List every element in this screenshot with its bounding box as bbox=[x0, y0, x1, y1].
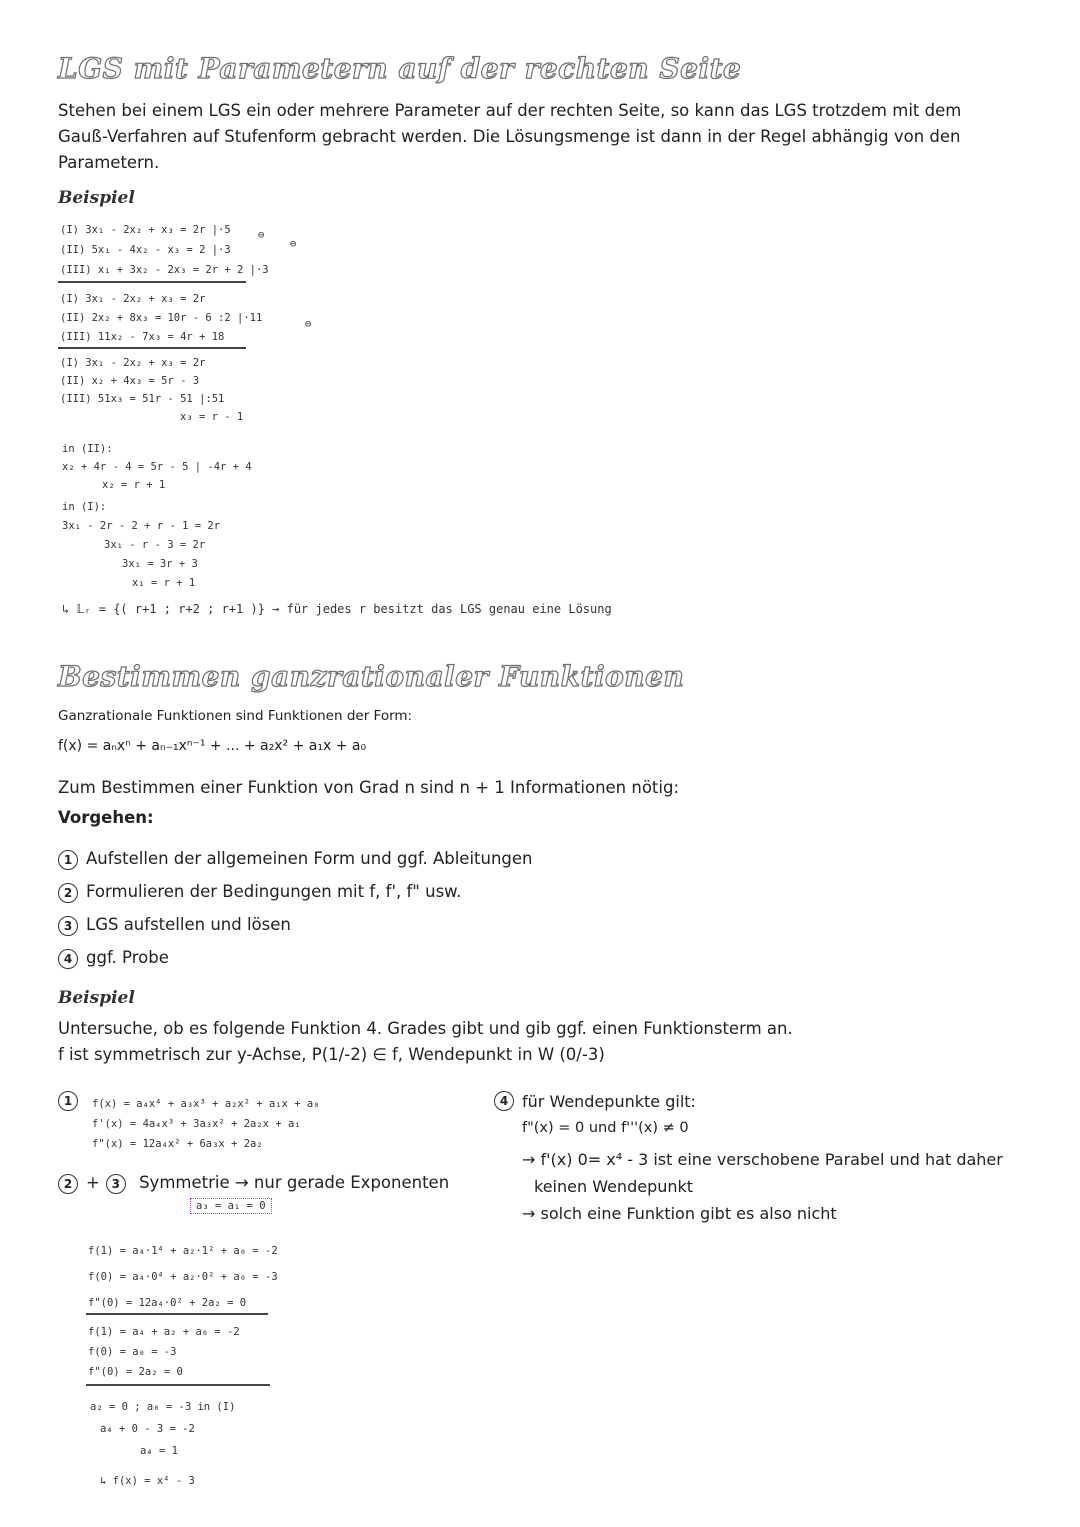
system3-row-3: (III) 51x₃ = 51r - 51 |:51 bbox=[60, 393, 225, 405]
system3-row-2: (II) x₂ + 4x₃ = 5r - 3 bbox=[60, 375, 200, 387]
solve-line-2: a₄ + 0 - 3 = -2 bbox=[100, 1423, 195, 1435]
f-second-derivative: f"(x) = 12a₄x² + 6a₃x + 2a₂ bbox=[92, 1138, 263, 1150]
lgs-system-2 bbox=[60, 290, 262, 347]
minus-operation-3: ⊖ bbox=[305, 318, 312, 330]
step-number-badge: 4 bbox=[494, 1091, 514, 1111]
x3-solution: x₃ = r - 1 bbox=[180, 411, 244, 423]
section1-intro bbox=[58, 98, 1048, 176]
probe-check bbox=[522, 1088, 1003, 1227]
procedure-step bbox=[58, 842, 533, 875]
sub1-line-3: 3x₁ = 3r + 3 bbox=[122, 558, 198, 570]
probe-line-5: → solch eine Funktion gibt es also nicht bbox=[522, 1204, 837, 1223]
probe-line-2: f"(x) = 0 und f'''(x) ≠ 0 bbox=[522, 1120, 689, 1136]
probe-line-1: für Wendepunkte gilt: bbox=[522, 1092, 696, 1111]
probe-line-3: → f'(x) 0= x⁴ - 3 ist eine verschobene Parabel und hat daher bbox=[522, 1150, 1003, 1169]
procedure-step bbox=[58, 941, 533, 974]
sub1-head: in (I): bbox=[62, 501, 107, 513]
step1-badge-wrap bbox=[58, 1090, 86, 1111]
lgs-row-1: f(1) = a₄ + a₂ + a₀ = -2 bbox=[88, 1326, 240, 1338]
coefficient-zero-box: a₃ = a₁ = 0 bbox=[190, 1198, 272, 1214]
divider-line bbox=[58, 347, 246, 349]
lgs-system-1 bbox=[60, 220, 269, 280]
procedure-label: Vorgehen: bbox=[58, 808, 154, 827]
lgs-row-3: f"(0) = 2a₂ = 0 bbox=[88, 1366, 183, 1378]
symmetry-result-box bbox=[190, 1200, 272, 1212]
step23-header: 2 + 3 Symmetrie → nur gerade Exponenten bbox=[58, 1173, 449, 1194]
intro-line-1: Stehen bei einem LGS ein oder mehrere Parameter auf der rechten Seite, so kann das LGS trotzdem mit dem bbox=[58, 101, 962, 120]
f-first-derivative: f'(x) = 4a₄x³ + 3a₃x² + 2a₂x + a₁ bbox=[92, 1118, 301, 1130]
solve-line-3: a₄ = 1 bbox=[140, 1445, 178, 1457]
system1-row-1: (I) 3x₁ - 2x₂ + x₃ = 2r |·5 bbox=[60, 224, 231, 236]
step4-badge-wrap bbox=[494, 1090, 522, 1111]
condition-2: f(0) = a₄·0⁴ + a₂·0² + a₀ = -3 bbox=[88, 1271, 278, 1283]
example-label-1: Beispiel bbox=[58, 188, 135, 208]
conditions bbox=[88, 1238, 278, 1316]
general-form-derivatives bbox=[92, 1094, 320, 1154]
step-number-badge: 4 bbox=[58, 949, 78, 969]
general-formula: f(x) = aₙxⁿ + aₙ₋₁xⁿ⁻¹ + ... + a₂x² + a₁x + a₀ bbox=[58, 738, 367, 754]
example-task bbox=[58, 1016, 1048, 1068]
lgs-system-3 bbox=[60, 354, 243, 426]
section1-title: LGS mit Parametern auf der rechten Seite bbox=[58, 52, 742, 85]
step-number-badge: 3 bbox=[106, 1174, 126, 1194]
divider-line bbox=[86, 1384, 270, 1386]
system3-row-1: (I) 3x₁ - 2x₂ + x₃ = 2r bbox=[60, 357, 206, 369]
system2-row-2: (II) 2x₂ + 8x₃ = 10r - 6 :2 |·11 bbox=[60, 312, 263, 324]
substitution-i bbox=[62, 498, 220, 593]
solution-steps bbox=[90, 1396, 235, 1492]
sub2-line-1: x₂ + 4r - 4 = 5r - 5 | -4r + 4 bbox=[62, 461, 252, 473]
section2-title: Bestimmen ganzrationaler Funktionen bbox=[58, 660, 685, 693]
system1-row-3: (III) x₁ + 3x₂ - 2x₃ = 2r + 2 |·3 bbox=[60, 264, 269, 276]
condition-3: f"(0) = 12a₄·0² + 2a₂ = 0 bbox=[88, 1297, 247, 1309]
intro-line-3: Parametern. bbox=[58, 153, 160, 172]
final-function: ↳ f(x) = x⁴ - 3 bbox=[100, 1475, 195, 1487]
section2-intro: Ganzrationale Funktionen sind Funktionen der Form: bbox=[58, 708, 413, 724]
lgs-row-2: f(0) = a₀ = -3 bbox=[88, 1346, 177, 1358]
sub2-line-2: x₂ = r + 1 bbox=[102, 479, 166, 491]
divider-line bbox=[58, 281, 246, 283]
sub2-head: in (II): bbox=[62, 443, 113, 455]
procedure-step bbox=[58, 875, 533, 908]
system2-row-1: (I) 3x₁ - 2x₂ + x₃ = 2r bbox=[60, 293, 206, 305]
step-text: ggf. Probe bbox=[86, 948, 169, 967]
step-number-badge: 1 bbox=[58, 1091, 78, 1111]
sub1-line-4: x₁ = r + 1 bbox=[132, 577, 196, 589]
solve-line-1: a₂ = 0 ; a₀ = -3 in (I) bbox=[90, 1401, 236, 1413]
procedure-step bbox=[58, 908, 533, 941]
minus-operation-2: ⊖ bbox=[290, 238, 297, 250]
task-line-1: Untersuche, ob es folgende Funktion 4. Grades gibt und gib ggf. einen Funktionsterm an. bbox=[58, 1019, 793, 1038]
step-number-badge: 2 bbox=[58, 1174, 78, 1194]
step-text: Aufstellen der allgemeinen Form und ggf. Ableitungen bbox=[86, 849, 533, 868]
probe-line-4: keinen Wendepunkt bbox=[534, 1177, 694, 1196]
system2-row-3: (III) 11x₂ - 7x₃ = 4r + 18 bbox=[60, 331, 225, 343]
sub1-line-1: 3x₁ - 2r - 2 + r - 1 = 2r bbox=[62, 520, 221, 532]
f-general: f(x) = a₄x⁴ + a₃x³ + a₂x² + a₁x + a₀ bbox=[92, 1098, 320, 1110]
step-text: LGS aufstellen und lösen bbox=[86, 915, 291, 934]
step-number-badge: 1 bbox=[58, 850, 78, 870]
symmetry-text: Symmetrie → nur gerade Exponenten bbox=[139, 1173, 450, 1192]
substitution-ii bbox=[62, 440, 252, 494]
lgs-conditions bbox=[88, 1322, 240, 1382]
example-label-2: Beispiel bbox=[58, 988, 135, 1008]
minus-operation-1: ⊖ bbox=[258, 229, 265, 241]
sub1-line-2: 3x₁ - r - 3 = 2r bbox=[104, 539, 206, 551]
step-number-badge: 2 bbox=[58, 883, 78, 903]
info-text: Zum Bestimmen einer Funktion von Grad n sind n + 1 Informationen nötig: bbox=[58, 778, 680, 797]
task-line-2: f ist symmetrisch zur y-Achse, P(1/-2) ∈ f, Wendepunkt in W (0/-3) bbox=[58, 1045, 605, 1064]
solution-set: ↳ 𝕃ᵣ = {( r+1 ; r+2 ; r+1 )} → für jedes r besitzt das LGS genau eine Lösung bbox=[62, 602, 612, 616]
divider-line bbox=[86, 1313, 268, 1315]
procedure-steps bbox=[58, 842, 533, 974]
intro-line-2: Gauß-Verfahren auf Stufenform gebracht werden. Die Lösungsmenge ist dann in der Regel abhängig von den bbox=[58, 127, 961, 146]
step-text: Formulieren der Bedingungen mit f, f', f" usw. bbox=[86, 882, 462, 901]
system1-row-2: (II) 5x₁ - 4x₂ - x₃ = 2 |·3 bbox=[60, 244, 231, 256]
step-number-badge: 3 bbox=[58, 916, 78, 936]
condition-1: f(1) = a₄·1⁴ + a₂·1² + a₀ = -2 bbox=[88, 1245, 278, 1257]
